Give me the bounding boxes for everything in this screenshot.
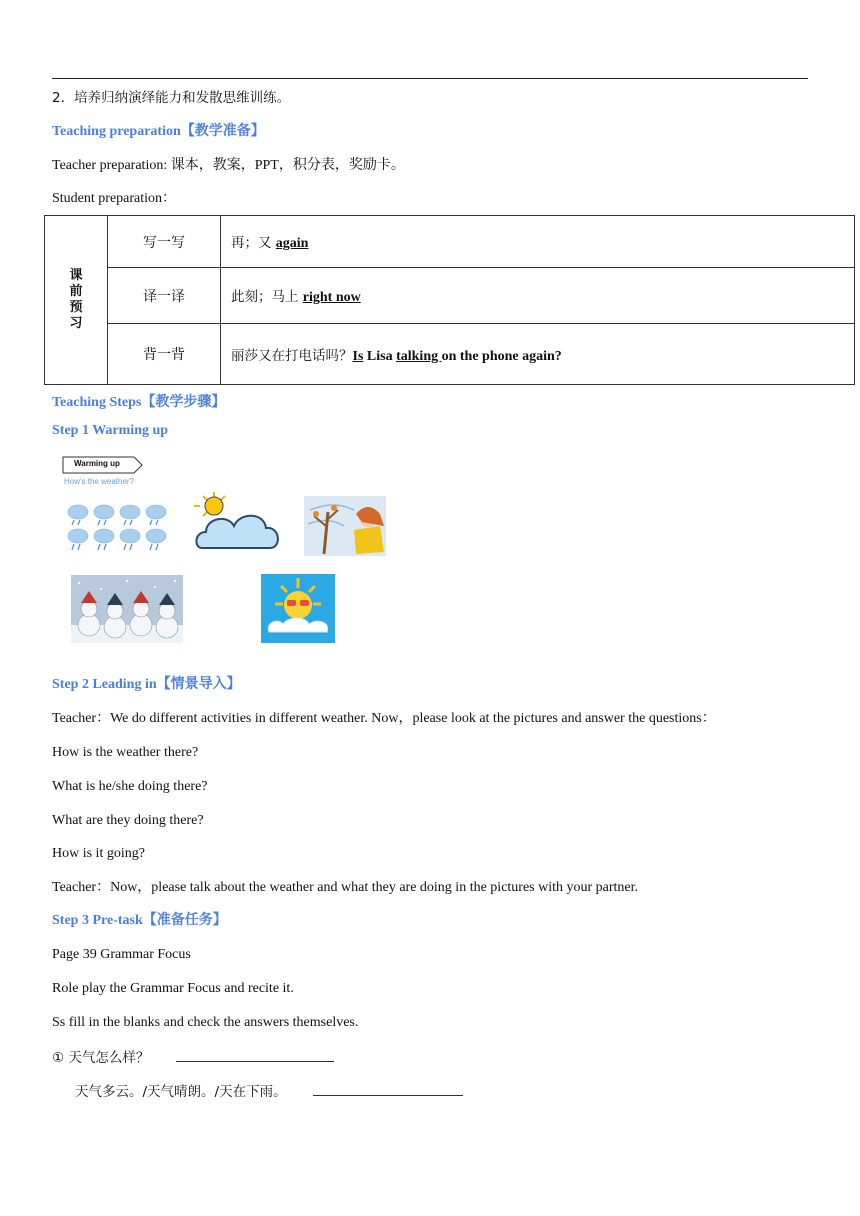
table-row: [45, 268, 855, 324]
teacher-preparation: Teacher preparation: 课本，教案，PPT，积分表，奖励卡。: [52, 158, 405, 173]
step3-line-1: Page 39 Grammar Focus: [52, 947, 191, 962]
question-1-answer: 天气多云。/天气晴朗。/天在下雨。: [75, 1081, 463, 1101]
weather-question: How's the weather?: [64, 477, 135, 486]
step2-line-5: How is it going?: [52, 846, 145, 861]
snowmen-picture: [71, 575, 183, 648]
answer-write: 再；又 again: [221, 216, 855, 268]
table-row: [45, 216, 855, 268]
task-translate: 译一译: [108, 268, 221, 324]
objective-2: 2．培养归纳演绎能力和发散思维训练。: [52, 90, 291, 106]
teaching-steps-heading: Teaching Steps【教学步骤】: [52, 395, 226, 410]
question-1: ① 天气怎么样？: [52, 1047, 334, 1067]
step1-heading: Step 1 Warming up: [52, 423, 169, 438]
preview-side-label: 课前预习: [45, 216, 108, 385]
step2-line-6: Teacher：Now，please talk about the weather and what they are doing in the pictures with your partner.: [52, 880, 639, 895]
step3-line-2: Role play the Grammar Focus and recite it.: [52, 981, 294, 996]
step2-line-1: Teacher：We do different activities in different weather. Now，please look at the pictures and answer the questions：: [52, 711, 716, 726]
step2-line-4: What are they doing there?: [52, 813, 204, 828]
step2-line-3: What is he/she doing there?: [52, 779, 208, 794]
banner-label: Warming up: [74, 459, 120, 468]
answer-blank-2[interactable]: [313, 1081, 463, 1096]
step3-line-3: Ss fill in the blanks and check the answers themselves.: [52, 1015, 359, 1030]
task-recite: 背一背: [108, 324, 221, 385]
windy-day-picture: [304, 496, 386, 561]
answer-blank-1[interactable]: [176, 1047, 334, 1062]
partly-cloudy-picture: [194, 490, 282, 559]
rainy-clouds-picture: [66, 500, 170, 561]
header-rule: [52, 78, 808, 79]
warming-up-banner: [62, 456, 144, 479]
task-write: 写一写: [108, 216, 221, 268]
table-row: [45, 324, 855, 385]
step2-line-2: How is the weather there?: [52, 745, 199, 760]
step3-heading: Step 3 Pre-task【准备任务】: [52, 913, 227, 928]
sunny-picture: [261, 574, 335, 648]
answer-recite: 丽莎又在打电话吗？Is Lisa talking on the phone again?: [221, 324, 855, 385]
answer-translate: 此刻；马上 right now: [221, 268, 855, 324]
student-preparation: Student preparation：: [52, 191, 177, 206]
preview-table: [44, 215, 855, 385]
step2-heading: Step 2 Leading in【情景导入】: [52, 677, 241, 692]
teaching-preparation-heading: Teaching preparation【教学准备】: [52, 124, 265, 139]
